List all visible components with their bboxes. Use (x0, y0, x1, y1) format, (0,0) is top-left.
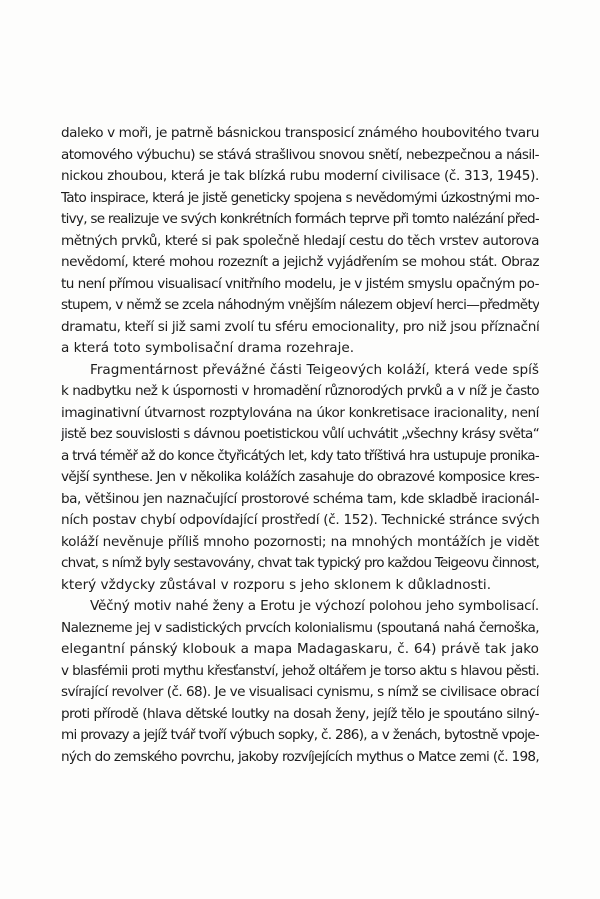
text-line: elegantní pánský klobouk a mapa Madagaskaru, č. 64) právě tak jako (61, 641, 539, 657)
text-line: chvat, s nímž byly sestavovány, chvat tak typický pro každou Teigeovu činnost, (61, 555, 539, 571)
text-line: svírající revolver (č. 68). Je ve visualisaci cynismu, s nímž se civilisace obrací (61, 684, 539, 700)
text-line: který vždycky zůstával v rozporu s jeho sklonem k důkladnosti. (61, 576, 492, 593)
text-line: stupem, v němž se zcela náhodným vnějším nálezem objeví herci—předměty (61, 297, 539, 313)
text-line: koláží nevěnuje příliš mnoho pozornosti; na mnohých montážích je vidět (61, 533, 539, 550)
text-line: nevědomí, které mohou rozeznít a jejichž vyjádřením se mohou stát. Obraz (61, 254, 539, 270)
text-line: a která toto symbolisační drama rozehraje. (61, 340, 355, 356)
text-line: mětných prvků, které si pak společně hledají cestu do těch vrstev autorova (61, 232, 539, 249)
text-line: jistě bez souvislosti s dávnou poetistickou vůlí uchvátit „všechny krásy světa“ (61, 426, 539, 442)
text-line: v blasfémii proti mythu křesťanství, jehož oltářem je torso aktu s hlavou pěsti. (61, 662, 539, 679)
text-line: k nadbytku než k úspornosti v hromadění různorodých prvků a v níž je často (61, 383, 539, 399)
text-line: nickou zhoubou, která je tak blízká rubu moderní civilisace (č. 313, 1945). (61, 168, 539, 184)
text-line: Nalezneme jej v sadistických prvcích kolonialismu (spoutaná nahá černoška, (61, 619, 539, 636)
paragraph-2 (61, 360, 539, 597)
text-line: atomového výbuchu) se stává strašlivou snovou snětí, nebezpečnou a násil- (61, 146, 539, 163)
text-line: vější synthese. Jen v několika kolážích zasahuje do obrazové komposice kres- (61, 469, 539, 485)
text-line: dramatu, kteří si již sami zvolí tu sféru emocionality, pro niž jsou příznační (61, 318, 539, 335)
body-text (61, 123, 539, 768)
paragraph-3 (61, 596, 539, 768)
text-line: proti přírodě (hlava dětské loutky na dosah ženy, jejíž tělo je spoutáno silný- (61, 705, 539, 722)
text-line: tu není přímou visualisací vnitřního modelu, je v jistém smyslu opačným po- (61, 275, 539, 292)
text-line: Fragmentárnost převážné části Teigeových koláží, která vede spíš (90, 361, 539, 378)
text-line: ních postav chybí odpovídající prostředí (č. 152). Technické stránce svých (61, 512, 539, 528)
text-line: daleko v moři, je patrně básnickou transposicí známého houbovitého tvaru (61, 125, 539, 141)
paragraph-1 (61, 123, 539, 360)
text-line: ba, většinou jen naznačující prostorové schéma tam, kde skladbě iracionál- (61, 490, 539, 507)
text-line: mi provazy a jejíž tvář tvoří výbuch sopky, č. 286), a v ženách, bytostně vpoje- (61, 727, 539, 743)
text-line: ných do zemského povrchu, jakoby rozvíjejících mythus o Matce zemi (č. 198, (61, 748, 539, 765)
text-line: imaginativní útvarnost rozptylována na úkor konkretisace iracionality, není (61, 404, 539, 421)
text-line: a trvá téměř až do konce čtyřicátých let, kdy tato tříštivá hra ustupuje pronika- (61, 447, 539, 464)
text-line: tivy, se realizuje ve svých konkrétních formách teprve při tomto nalézání před- (61, 211, 539, 227)
text-line: Tato inspirace, která je jistě geneticky spojena s nevědomými úzkostnými mo- (61, 189, 539, 206)
text-line: Věčný motiv nahé ženy a Erotu je výchozí polohou jeho symbolisací. (90, 598, 539, 614)
